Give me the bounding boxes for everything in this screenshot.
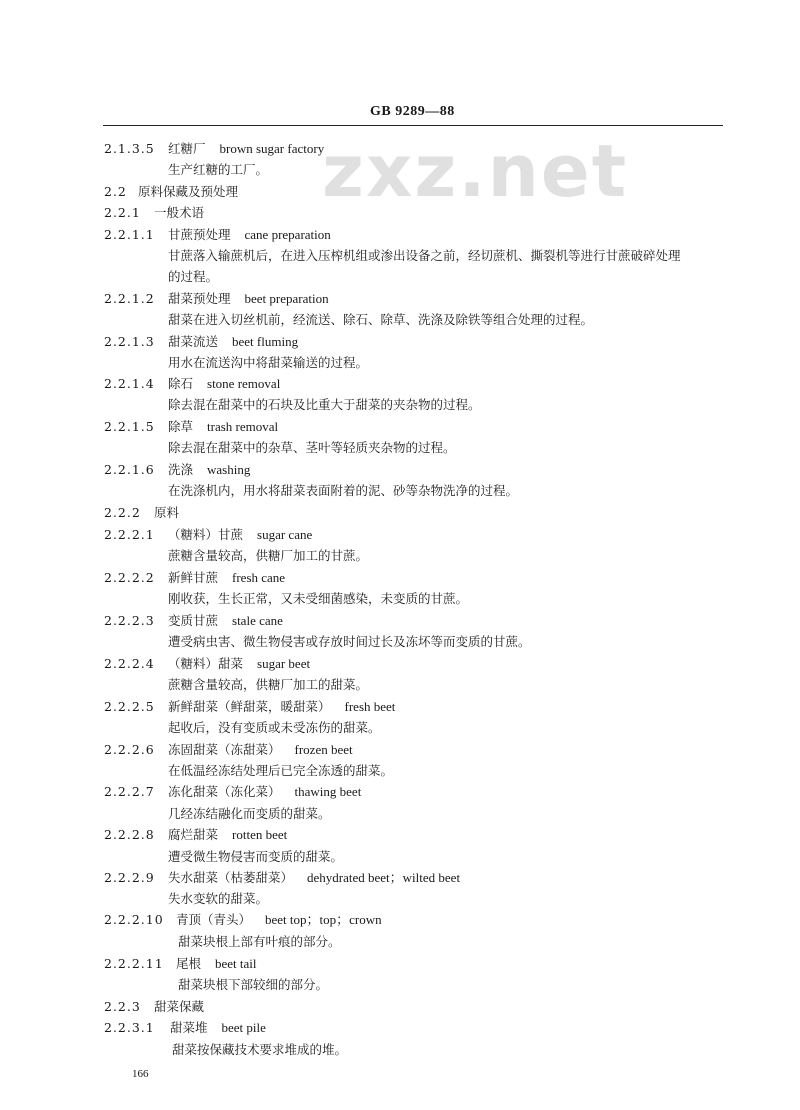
term-chinese: （糖料）甜菜: [168, 656, 244, 671]
clause-number: 2.2.2.2: [104, 570, 155, 585]
term-english: trash removal: [207, 419, 279, 434]
clause-number: 2.2: [104, 184, 127, 199]
term-chinese: 甜菜堆: [170, 1020, 208, 1035]
term-english: washing: [207, 462, 251, 477]
clause-number: 2.2.2.3: [104, 613, 155, 628]
term-entry: [104, 462, 250, 478]
standard-number-header: GB 9289—88: [370, 104, 455, 119]
definition-text: 在洗涤机内，用水将甜菜表面附着的泥、砂等杂物洗净的过程。: [168, 483, 519, 498]
term-english: beet pile: [221, 1020, 266, 1035]
clause-number: 2.2.1.3: [104, 334, 155, 349]
term-chinese: 红糖厂: [168, 141, 206, 156]
page-number: 166: [132, 1068, 149, 1080]
term-chinese: 甜菜流送: [168, 334, 219, 349]
clause-number: 2.2.1.2: [104, 291, 155, 306]
term-entry: [104, 1020, 266, 1036]
definition-text: 用水在流送沟中将甜菜输送的过程。: [168, 355, 369, 370]
header-rule: [103, 125, 723, 126]
term-entry: [104, 956, 257, 972]
watermark-logo: zxz.net: [322, 129, 629, 213]
term-chinese: 甜菜保藏: [154, 999, 205, 1014]
term-chinese: 冻化甜菜（冻化菜）: [168, 784, 281, 799]
term-chinese: 青顶（青头）: [176, 912, 252, 927]
definition-text: 甜菜块根下部较细的部分。: [178, 977, 329, 992]
term-english: dehydrated beet；wilted beet: [307, 870, 461, 885]
term-entry: [104, 227, 331, 243]
definition-text: 失水变软的甜菜。: [168, 891, 269, 906]
clause-number: 2.2.2.7: [104, 784, 155, 799]
term-entry: [104, 742, 353, 758]
term-entry: [104, 527, 312, 543]
clause-number: 2.2.1.1: [104, 227, 155, 242]
definition-text: 遭受微生物侵害而变质的甜菜。: [168, 849, 344, 864]
definition-text: 蔗糖含量较高，供糖厂加工的甜菜。: [168, 677, 369, 692]
section-heading: [104, 505, 179, 521]
term-english: cane preparation: [244, 227, 331, 242]
term-chinese: 变质甘蔗: [168, 613, 219, 628]
definition-text: 除去混在甜菜中的杂草、茎叶等轻质夹杂物的过程。: [168, 440, 456, 455]
term-english: beet tail: [215, 956, 257, 971]
definition-text: 甘蔗落入输蔗机后，在进入压榨机组或渗出设备之前，经切蔗机、撕裂机等进行甘蔗破碎处理: [168, 248, 681, 263]
definition-text: 生产红糖的工厂。: [168, 162, 269, 177]
term-chinese: （糖料）甘蔗: [168, 527, 244, 542]
term-english: stale cane: [232, 613, 283, 628]
term-chinese: 一般术语: [154, 205, 205, 220]
term-english: sugar beet: [257, 656, 311, 671]
term-entry: [104, 912, 382, 928]
term-chinese: 洗涤: [168, 462, 194, 477]
term-english: sugar cane: [257, 527, 313, 542]
term-english: stone removal: [207, 376, 281, 391]
section-heading: [104, 184, 238, 200]
term-english: rotten beet: [232, 827, 288, 842]
clause-number: 2.2.2.5: [104, 699, 155, 714]
clause-number: 2.2.2.8: [104, 827, 155, 842]
term-entry: [104, 334, 298, 350]
term-english: beet preparation: [244, 291, 329, 306]
term-english: fresh cane: [232, 570, 286, 585]
term-chinese: 冻固甜菜（冻甜菜）: [168, 742, 281, 757]
term-entry: [104, 419, 278, 435]
definition-text: 除去混在甜菜中的石块及比重大于甜菜的夹杂物的过程。: [168, 397, 481, 412]
term-english: beet fluming: [232, 334, 299, 349]
clause-number: 2.2.2.11: [104, 956, 164, 971]
clause-number: 2.2.2.1: [104, 527, 155, 542]
clause-number: 2.2.1.5: [104, 419, 155, 434]
term-chinese: 新鲜甘蔗: [168, 570, 219, 585]
definition-text: 蔗糖含量较高，供糖厂加工的甘蔗。: [168, 548, 369, 563]
definition-text: 的过程。: [168, 269, 219, 284]
term-english: beet top；top；crown: [265, 912, 382, 927]
term-entry: [104, 291, 329, 307]
clause-number: 2.2.2.10: [104, 912, 164, 927]
definition-text: 甜菜在进入切丝机前，经流送、除石、除草、洗涤及除铁等组合处理的过程。: [168, 312, 594, 327]
term-english: thawing beet: [294, 784, 362, 799]
term-chinese: 原料保藏及预处理: [138, 184, 239, 199]
definition-text: 遭受病虫害、微生物侵害或存放时间过长及冻坏等而变质的甘蔗。: [168, 634, 531, 649]
clause-number: 2.2.2: [104, 505, 141, 520]
term-entry: [104, 784, 361, 800]
definition-text: 甜菜块根上部有叶痕的部分。: [178, 934, 341, 949]
clause-number: 2.2.3: [104, 999, 141, 1014]
definition-text: 几经冻结融化而变质的甜菜。: [168, 806, 331, 821]
term-chinese: 甜菜预处理: [168, 291, 231, 306]
term-chinese: 尾根: [176, 956, 202, 971]
term-chinese: 失水甜菜（枯萎甜菜）: [168, 870, 294, 885]
clause-number: 2.2.1.4: [104, 376, 155, 391]
term-english: fresh beet: [344, 699, 396, 714]
term-entry: [104, 376, 280, 392]
term-english: brown sugar factory: [219, 141, 325, 156]
term-chinese: 甘蔗预处理: [168, 227, 231, 242]
term-chinese: 腐烂甜菜: [168, 827, 219, 842]
section-heading: [104, 999, 204, 1015]
term-entry: [104, 570, 285, 586]
term-entry: [104, 613, 283, 629]
section-heading: [104, 205, 204, 221]
term-entry: [104, 656, 310, 672]
term-chinese: 除石: [168, 376, 194, 391]
clause-number: 2.2.3.1: [104, 1020, 155, 1035]
term-chinese: 新鲜甜菜（鲜甜菜，暖甜菜）: [168, 699, 331, 714]
term-entry: [104, 827, 287, 843]
definition-text: 甜菜按保藏技术要求堆成的堆。: [172, 1042, 348, 1057]
clause-number: 2.2.1.6: [104, 462, 155, 477]
term-english: frozen beet: [294, 742, 353, 757]
clause-number: 2.2.2.6: [104, 742, 155, 757]
clause-number: 2.2.1: [104, 205, 141, 220]
definition-text: 起收后，没有变质或未受冻伤的甜菜。: [168, 720, 381, 735]
definition-text: 刚收获，生长正常，又未受细菌感染，未变质的甘蔗。: [168, 591, 469, 606]
term-entry: [104, 141, 324, 157]
term-chinese: 原料: [154, 505, 180, 520]
term-entry: [104, 870, 460, 886]
clause-number: 2.1.3.5: [104, 141, 155, 156]
term-chinese: 除草: [168, 419, 194, 434]
clause-number: 2.2.2.9: [104, 870, 155, 885]
definition-text: 在低温经冻结处理后已完全冻透的甜菜。: [168, 763, 394, 778]
clause-number: 2.2.2.4: [104, 656, 155, 671]
term-entry: [104, 699, 395, 715]
